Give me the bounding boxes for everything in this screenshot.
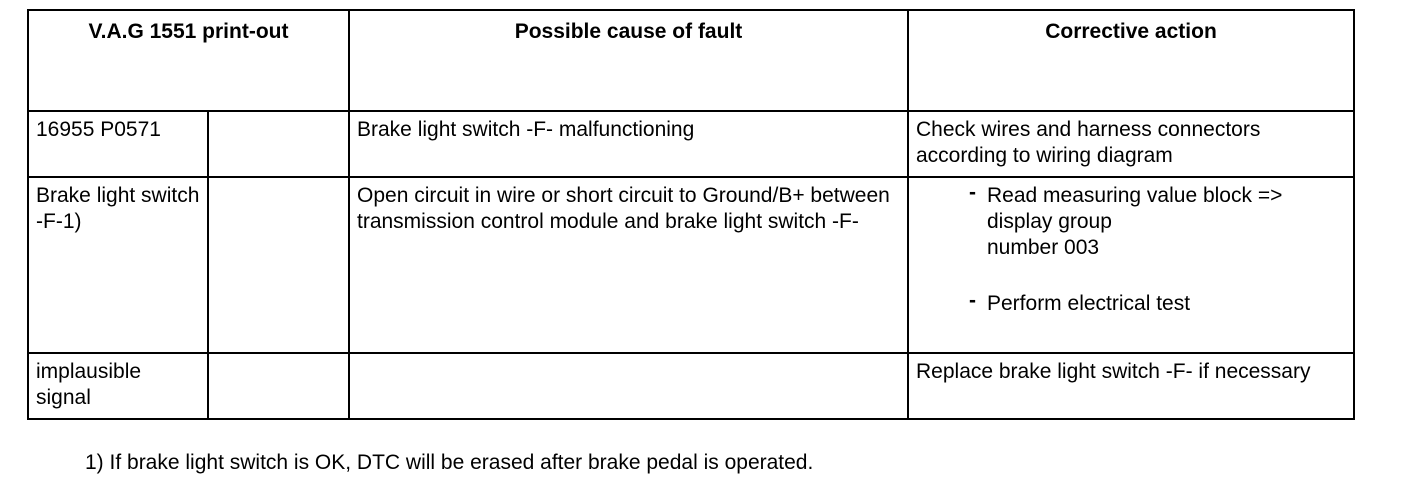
action-cell (908, 353, 1354, 419)
cause-text (350, 354, 907, 359)
cause-cell (349, 353, 908, 419)
printout-code: Brake light switch -F-1) (36, 184, 200, 233)
header-row (28, 10, 1354, 111)
action-step (967, 183, 1353, 261)
header-action: Corrective action (908, 10, 1354, 111)
header-printout: V.A.G 1551 print-out (28, 10, 349, 111)
printout-extra-cell (208, 353, 349, 419)
header-cause: Possible cause of fault (349, 10, 908, 111)
table-row (28, 177, 1354, 353)
printout-code: implausible signal (36, 360, 142, 409)
step-text: Read measuring value block => display group (987, 184, 1283, 233)
cause-cell (349, 177, 908, 353)
action-cell (908, 177, 1354, 353)
table-row (28, 353, 1354, 419)
step-text-continued: number 003 (987, 236, 1100, 259)
cause-text: Brake light switch -F- malfunctioning (357, 118, 695, 141)
action-steps-list (909, 178, 1353, 317)
action-text: Replace brake light switch -F- if necessary (916, 360, 1311, 383)
printout-code: 16955 P0571 (36, 118, 161, 141)
action-step (967, 291, 1353, 317)
footnote: 1) If brake light switch is OK, DTC will be erased after brake pedal is operated. (85, 451, 814, 474)
action-cell (908, 111, 1354, 177)
cause-text: Open circuit in wire or short circuit to Ground/B+ between transmission control module and brake light switch -F- (357, 184, 890, 233)
step-dash: - (969, 289, 976, 312)
step-dash: - (969, 181, 976, 204)
printout-code-cell (28, 177, 208, 353)
step-text: Perform electrical test (987, 292, 1191, 315)
fault-table (27, 9, 1355, 420)
cause-cell (349, 111, 908, 177)
action-text: Check wires and harness connectors according to wiring diagram (916, 118, 1261, 167)
table-row (28, 111, 1354, 177)
printout-extra-cell (208, 111, 349, 177)
printout-code-cell (28, 111, 208, 177)
printout-code-cell (28, 353, 208, 419)
printout-extra-cell (208, 177, 349, 353)
